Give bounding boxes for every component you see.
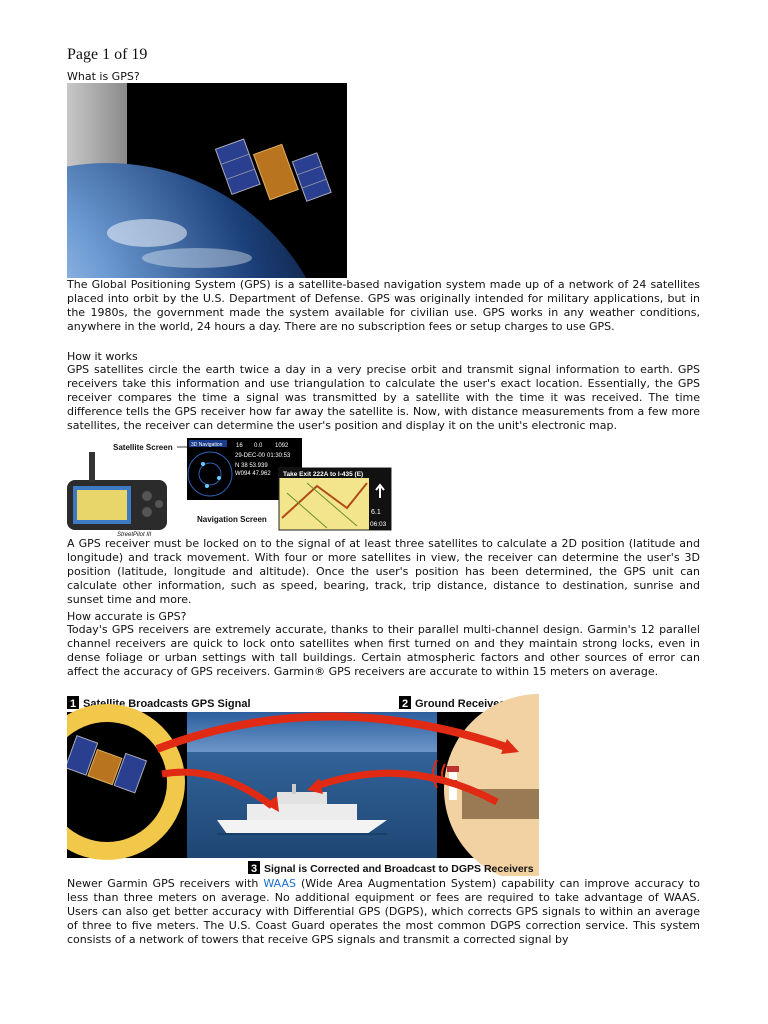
device-label: StreetPilot III — [117, 532, 152, 538]
nav-time: 06:03 — [370, 521, 387, 528]
paragraph-waas — [67, 877, 700, 947]
step1-number: 1 — [70, 698, 77, 710]
waas-text-after: (Wide Area Augmentation System) capability can improve accuracy to less than three meters on average. No additional equipment or fees are required to take advantage of WAAS. Users can also get better accuracy with Differential GPS (DGPS), which corrects GPS signals to within an average of three to five meters. The U.S. Coast Guard operates the most common DGPS correction service. This system consists of a network of towers that receive GPS signals and transmit a corrected signal by — [67, 877, 701, 946]
sat-elev: 1092 — [275, 443, 289, 449]
heading-how-it-works: How it works — [67, 350, 138, 363]
paragraph-receiver: A GPS receiver must be locked on to the signal of at least three satellites to calculate a 2D position (latitude and longitude) and track movement. With four or more satellites in view, the receiver can determine the user's 3D position (latitude, longitude and altitude). Once the user's position has been determined, the GPS unit can calculate other information, such as speed, bearing, track, trip distance, distance to destination, sunrise and sunset time and more. — [67, 537, 700, 606]
sat-lat: N 38 53.939 — [235, 463, 268, 469]
paragraph-what-is-gps: The Global Positioning System (GPS) is a satellite-based navigation system made up of a network of 24 satellites placed into orbit by the U.S. Department of Defense. GPS was originally intended for military applications, but in the 1980s, the government made the system available for civilian use. GPS works in any weather conditions, anywhere in the world, 24 hours a day. There are no subscription fees or setup charges to use GPS. — [67, 278, 700, 333]
sat-date: 29-DEC-00 — [235, 453, 266, 459]
step2-label: Ground Receives Signal — [415, 698, 539, 710]
sat-dist: 0.0 — [254, 443, 263, 449]
satellite-screen-label: Satellite Screen — [113, 443, 173, 452]
step3-number: 3 — [251, 863, 258, 875]
heading-what-is-gps: What is GPS? — [67, 70, 140, 83]
heading-how-accurate: How accurate is GPS? — [67, 610, 187, 623]
step2-number: 2 — [402, 698, 409, 710]
sat-time: 01:30:53 — [267, 453, 291, 459]
satellite-earth-image — [67, 83, 347, 278]
paragraph-accuracy: Today's GPS receivers are extremely accurate, thanks to their parallel multi-channel design. Garmin's 12 parallel channel receivers are quick to lock onto satellites when first turned on and they maintain strong locks, even in dense foliage or urban settings with tall buildings. Certain atmospheric factors and other sources of error can affect the accuracy of GPS receivers. Garmin® GPS receivers are accurate to within 15 meters on average. — [67, 623, 700, 678]
sat-speed: 16 — [236, 443, 243, 449]
sat-lon: W094 47.962 — [235, 471, 271, 477]
page-number: Page 1 of 19 — [67, 46, 148, 63]
step3-label: Signal is Corrected and Broadcast to DGPS Receivers — [264, 863, 534, 875]
navigation-screen-label: Navigation Screen — [197, 515, 267, 524]
waas-text-before: Newer Garmin GPS receivers with — [67, 877, 264, 890]
gps-device-figure — [67, 438, 397, 538]
paragraph-how-it-works: GPS satellites circle the earth twice a day in a very precise orbit and transmit signal information to earth. GPS receivers take this information and use triangulation to calculate the user's exact location. Essentially, the GPS receiver compares the time a signal was transmitted by a satellite with the time it was received. The time difference tells the GPS receiver how far away the satellite is. Now, with distance measurements from a few more satellites, the receiver can determine the user's position and display it on the unit's electronic map. — [67, 363, 700, 432]
nav-banner: Take Exit 222A to I-435 (E) — [283, 471, 364, 478]
nav-dist: 6.1 — [371, 509, 381, 516]
waas-link[interactable]: WAAS — [263, 877, 296, 890]
sat-screen-header: 3D Navigation — [191, 442, 223, 448]
dgps-diagram — [67, 694, 539, 876]
step1-label: Satellite Broadcasts GPS Signal — [83, 698, 251, 710]
